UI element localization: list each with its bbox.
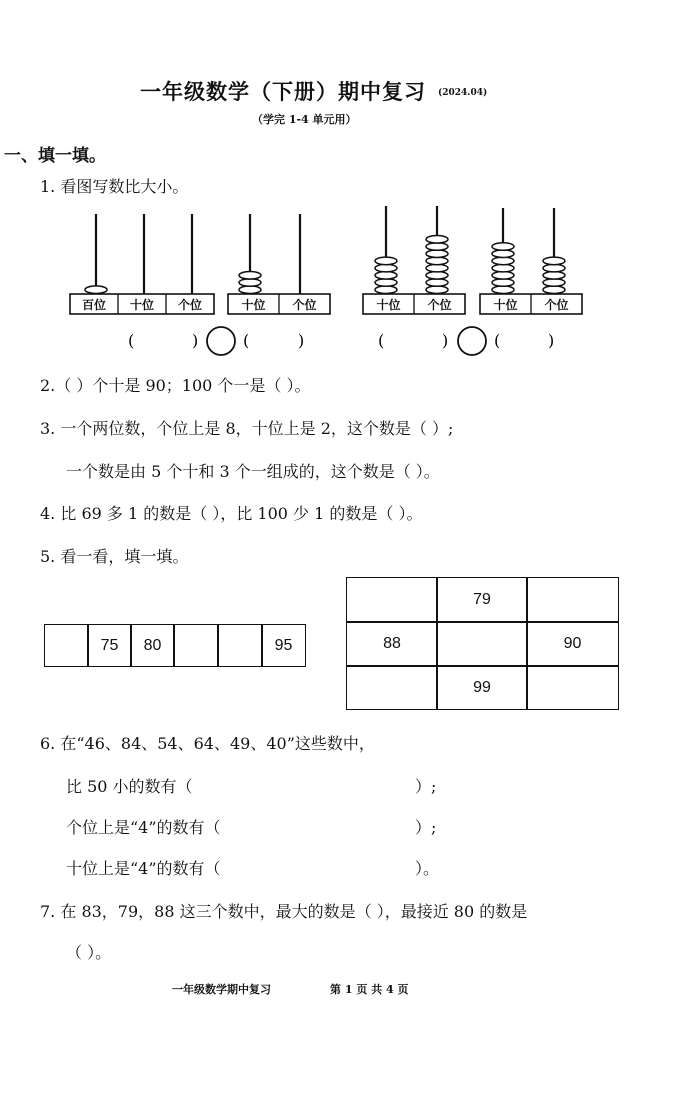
abacus-figures [60, 200, 600, 360]
grid-cell: 90 [526, 621, 619, 667]
question-5-text: 5. 看一看，填一填。 [40, 547, 189, 566]
page-title: 一年级数学（下册）期中复习 [140, 79, 426, 104]
question-6-line-2: 比 50 小的数有（ [66, 777, 193, 796]
exam-date: (2024.04) [438, 88, 488, 98]
abacus-place-label: 个位 [177, 298, 203, 312]
abacus-place-label: 十位 [493, 298, 518, 312]
abacus-place-label: 个位 [427, 298, 452, 312]
answer-paren-open-4: ( [494, 331, 501, 350]
number-row-cell[interactable] [44, 624, 89, 667]
number-row-cell: 75 [87, 624, 132, 667]
number-row-cell: 95 [261, 624, 306, 667]
abacus-bead [492, 243, 514, 251]
question-6-line-3: 个位上是“4”的数有（ [66, 818, 221, 837]
question-6-line-1: 6. 在“46、84、54、64、49、40”这些数中， [40, 734, 375, 753]
question-3-line-2: 一个数是由 5 个十和 3 个一组成的，这个数是（ ）。 [66, 462, 440, 481]
compare-circle-2[interactable] [458, 327, 486, 355]
abacus-bead [543, 257, 565, 265]
abacus-bead [375, 257, 397, 265]
question-6-line-2-end: ）; [415, 777, 437, 796]
abacus-place-label: 十位 [129, 298, 155, 312]
abacus-bead [426, 236, 448, 244]
grid-cell[interactable] [346, 665, 438, 710]
abacus-place-label: 百位 [81, 298, 107, 312]
abacus-place-label: 十位 [241, 298, 266, 312]
abacus-place-label: 十位 [376, 298, 401, 312]
abacus-place-label: 个位 [292, 298, 317, 312]
answer-paren-open-1: ( [128, 331, 135, 350]
grid-cell: 79 [436, 577, 528, 623]
answer-paren-open-3: ( [378, 331, 385, 350]
question-4-text: 4. 比 69 多 1 的数是（ ），比 100 少 1 的数是（ ）。 [40, 504, 423, 523]
grid-cell: 99 [436, 665, 528, 710]
question-3-line-1: 3. 一个两位数，个位上是 8，十位上是 2，这个数是（ ）; [40, 419, 454, 438]
question-7-line-1: 7. 在 83，79，88 这三个数中，最大的数是（ ），最接近 80 的数是 [40, 902, 528, 921]
answer-paren-close-2: ) [298, 331, 305, 350]
question-7-line-2: （ ）。 [66, 943, 112, 962]
number-row-cell: 80 [130, 624, 175, 667]
grid-cell[interactable] [526, 577, 619, 623]
abacus-bead [239, 272, 261, 280]
abacus-place-label: 个位 [544, 298, 569, 312]
grid-cell[interactable] [526, 665, 619, 710]
section-heading: 一、填一填。 [4, 146, 106, 166]
number-row-cell[interactable] [173, 624, 219, 667]
number-row-cell[interactable] [217, 624, 263, 667]
grid-cell[interactable] [436, 621, 528, 667]
compare-circle-1[interactable] [207, 327, 235, 355]
answer-paren-close-4: ) [548, 331, 555, 350]
page-number: 第 1 页 共 4 页 [330, 983, 409, 996]
abacus-bead [85, 286, 107, 294]
abacus [228, 214, 330, 314]
abacus [363, 206, 465, 314]
question-1-text: 1. 看图写数比大小。 [40, 177, 189, 196]
question-6-line-3-end: ）; [415, 818, 437, 837]
question-6-line-4-end: ）。 [415, 859, 440, 878]
page-subtitle: （学完 1-4 单元用） [252, 113, 357, 126]
answer-paren-open-2: ( [243, 331, 250, 350]
grid-cell[interactable] [346, 577, 438, 623]
answer-paren-close-1: ) [192, 331, 199, 350]
grid-cell: 88 [346, 621, 438, 667]
abacus [70, 214, 214, 314]
answer-paren-close-3: ) [442, 331, 449, 350]
abacus [480, 208, 582, 314]
question-6-line-4: 十位上是“4”的数有（ [66, 859, 221, 878]
footer-title: 一年级数学期中复习 [172, 983, 271, 996]
question-2-text: 2.（ ）个十是 90；100 个一是（ ）。 [40, 376, 311, 395]
